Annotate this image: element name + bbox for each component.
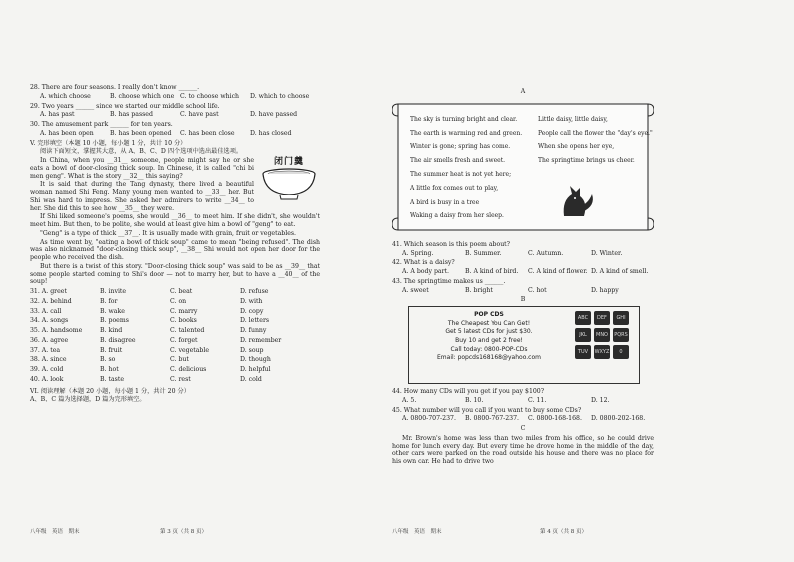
cloze-option: D. copy	[240, 307, 264, 315]
ad-line: Call today: 0800-POP-CDs	[450, 345, 528, 353]
ad-line: Get 5 latest CDs for just $30.	[445, 328, 533, 336]
option: C. to choose which	[180, 92, 240, 100]
cloze-option: C. beat	[170, 288, 193, 295]
poem-line: The air smells fresh and sweet.	[410, 157, 506, 165]
cloze-option: B. disagree	[100, 336, 136, 344]
question-28-options	[40, 93, 320, 101]
cloze-option: 37. A. tea	[30, 346, 61, 354]
cloze-option: B. taste	[100, 375, 124, 383]
question-45-options	[402, 415, 654, 423]
option: A. which choose	[40, 92, 91, 100]
option: B. has been opened	[110, 129, 172, 137]
option: B. A kind of bird.	[465, 268, 519, 275]
keypad-key: PQRS	[613, 328, 629, 342]
option: C. has been close	[180, 129, 235, 137]
poem-left-stanza	[410, 116, 522, 226]
cloze-option: B. kind	[100, 327, 123, 334]
question-28: 28. There are four seasons. I really don't know ______.	[30, 84, 200, 91]
cloze-option: 39. A. cold	[30, 366, 64, 373]
keypad-key: WXYZ	[594, 345, 610, 359]
cloze-option: D. remember	[240, 336, 282, 344]
cd-advertisement	[408, 306, 640, 384]
option: A. has been open	[40, 129, 94, 137]
option: A. has past	[40, 111, 75, 119]
question-44-options	[402, 397, 654, 405]
section-b-label: B	[520, 296, 526, 304]
cloze-option: B. for	[100, 297, 118, 305]
poem-line: When she opens her eye,	[538, 143, 615, 151]
option: C. Autumn.	[528, 249, 564, 257]
keypad-key: TUV	[575, 345, 591, 359]
option: C. 11.	[528, 396, 547, 404]
question-29-options	[40, 111, 320, 119]
option: D. has closed	[250, 129, 292, 137]
question-43: 43. The springtime makes us ______.	[392, 277, 506, 285]
poem-line: The springtime brings us cheer.	[538, 157, 635, 165]
cloze-option: 34. A. songs	[30, 317, 69, 325]
cloze-option: C. rest	[170, 375, 191, 383]
poem-line: People call the flower the "day's eye."	[538, 129, 653, 137]
option: C. hot	[528, 286, 547, 294]
cloze-option: B. wake	[100, 307, 125, 315]
passage-paragraph: It is said that during the Tang dynasty, there lived a beautiful woman named Shi Feng. Many young men wanted to __33__ her. But Shi was hard to impress. She asked her admirers to write __34__ to her. She did this to see how __35__ they were.	[30, 181, 254, 212]
keypad-key: DEF	[594, 311, 610, 325]
passage-c-paragraph: Mr. Brown's home was less than two miles from his office, so he could drive home for lunch every day. But every time he drove home in the middle of the day, other cars were parked on the road outside his house and there was no place for his own car. He had to drive two	[392, 434, 654, 465]
question-30-options	[40, 130, 320, 138]
keypad-key: MNO	[594, 328, 610, 342]
ad-text	[415, 311, 563, 363]
poem-line: Little daisy, little daisy,	[538, 115, 608, 123]
right-column	[392, 88, 654, 467]
cloze-option: D. helpful	[240, 366, 271, 373]
cloze-option: B. poems	[100, 317, 129, 325]
option: B. choose which one	[110, 92, 175, 100]
poem-line: The earth is warming red and green.	[410, 129, 523, 137]
keypad-key: GHI	[613, 311, 629, 325]
cloze-option: C. but	[170, 356, 189, 364]
option: B. bright	[465, 286, 493, 294]
option: D. have passed	[250, 111, 298, 119]
option: D. A kind of smell.	[591, 268, 649, 275]
cloze-option: B. invite	[100, 288, 127, 295]
bowl-illustration	[260, 157, 318, 205]
option: B. has passed	[110, 111, 153, 119]
poem-line: The sky is turning bright and clear.	[410, 115, 518, 123]
poem-line: Winter is gone; spring has come.	[410, 143, 511, 151]
cloze-option: 33. A. call	[30, 307, 62, 315]
cloze-option: 32. A. behind	[30, 297, 72, 305]
section-5-instructions: 阅读下面短文，掌握其大意，从 A、B、C、D 四个选项中选出最佳选项。	[40, 148, 243, 156]
poem-line: A bird is busy in a tree	[410, 198, 480, 206]
section-a-label: A	[520, 88, 526, 95]
cloze-option: C. forget	[170, 336, 198, 344]
ad-brand: POP CDS	[474, 311, 504, 318]
option: A. 5.	[402, 396, 417, 404]
ad-line: Buy 10 and get 2 free!	[455, 337, 523, 345]
question-43-options	[402, 287, 654, 295]
option: D. happy	[591, 286, 619, 294]
phone-keypad-icon	[575, 311, 629, 359]
poem-line: Waking a daisy from her sleep.	[410, 212, 504, 220]
question-41: 41. Which season is this poem about?	[392, 240, 510, 248]
poem-right-stanza	[538, 116, 653, 171]
option: B. Summer.	[465, 249, 502, 257]
footer-right-grade: 八年级 英语 期末	[392, 529, 442, 535]
keypad-key: JKL	[575, 328, 591, 342]
cloze-option: B. fruit	[100, 346, 123, 354]
question-44: 44. How many CDs will you get if you pay $100?	[392, 388, 545, 395]
cloze-option: D. soup	[240, 346, 264, 354]
cloze-option: C. on	[170, 297, 187, 305]
cloze-option: C. talented	[170, 327, 205, 334]
ad-line: Email: popcds168168@yahoo.com	[437, 354, 541, 362]
cloze-option: D. with	[240, 297, 263, 305]
section-5-title: V. 完形填空（本题 10 小题，每小题 1 分，共计 10 分）	[30, 139, 187, 147]
option: C. 0800-168-168.	[528, 415, 582, 423]
question-30: 30. The amusement park ______ for ten years.	[30, 121, 173, 128]
bowl-title: 闭门羹	[273, 157, 304, 167]
cloze-option: 40. A. look	[30, 375, 64, 383]
passage-paragraph: "Geng" is a type of thick __37__. It is usually made with grain, fruit or vegetables.	[40, 229, 297, 237]
question-41-options	[402, 250, 654, 258]
cloze-option: D. funny	[240, 327, 267, 334]
section-6-title: VI. 阅读理解（本题 20 小题，每小题 1 分，共计 20 分）	[30, 387, 190, 395]
cloze-option: D. letters	[240, 317, 270, 325]
cloze-option: B. so	[100, 356, 116, 364]
section-6-instructions: A、B、C 篇为选择题，D 篇为完形填空。	[30, 396, 146, 404]
option: D. 0800-202-168.	[591, 415, 646, 423]
cloze-option: 38. A. since	[30, 356, 67, 364]
option: D. which to choose	[250, 92, 310, 100]
passage-paragraph: In China, when you __31__ someone, people might say he or she eats a bowl of door-closing thick soup. In Chinese, it is called "chi bi men geng". What is the story __32__ this saying?	[30, 157, 254, 180]
bowl-icon	[260, 168, 318, 202]
left-column	[30, 84, 320, 404]
option: B. 10.	[465, 396, 484, 404]
question-42-options	[402, 268, 654, 276]
cloze-option: B. hot	[100, 366, 119, 373]
option: A. sweet	[402, 286, 429, 294]
option: B. 0800-767-237.	[465, 415, 519, 423]
cloze-option: 31. A. greet	[30, 288, 67, 295]
section-c-label: C	[520, 425, 526, 432]
cloze-option: D. refuse	[240, 288, 269, 295]
question-29: 29. Two years ______ since we started our middle school life.	[30, 102, 220, 110]
keypad-key: 0	[613, 345, 629, 359]
cloze-option: D. though	[240, 356, 271, 364]
cloze-option: 36. A. agree	[30, 336, 69, 344]
option: C. A kind of flower.	[528, 268, 588, 275]
passage-paragraph: If Shi liked someone's poems, she would __36__ to meet him. If she didn't, she wouldn't meet him. But then, to be polite, she would at least give him a bowl of "geng" to eat.	[30, 213, 320, 228]
ad-line: The Cheapest You Can Get!	[447, 319, 531, 327]
cloze-option: 35. A. handsome	[30, 327, 83, 334]
option: A. Spring.	[402, 249, 434, 257]
poem-line: The summer heat is not yet here;	[410, 170, 512, 178]
cloze-options-grid	[30, 288, 320, 386]
passage-paragraph: As time went by, "eating a bowl of thick soup" came to mean "being refused". The dish was also nicknamed "door-closing thick soup", __38__ Shi would not open her door for the people who received the dish.	[30, 238, 320, 261]
poem-line: A little fox comes out to play,	[410, 184, 499, 192]
cloze-option: C. delicious	[170, 366, 207, 373]
poem-scroll	[392, 98, 654, 238]
option: A. A body part.	[402, 268, 450, 275]
footer-left-page: 第 3 页（共 8 页）	[160, 529, 207, 535]
passage-paragraph: But there is a twist of this story. "Door-closing thick soup" was said to be as __39__ that some people started coming to Shi's door — not to marry her, but to have a __40__ of the soup!	[30, 262, 320, 286]
footer-right-page: 第 4 页（共 8 页）	[540, 529, 587, 535]
question-45: 45. What number will you call if you want to buy some CDs?	[392, 406, 582, 414]
cloze-option: C. vegetable	[170, 346, 210, 354]
cloze-option: C. marry	[170, 307, 198, 315]
keypad-key: ABC	[575, 311, 591, 325]
question-42: 42. What is a daisy?	[392, 259, 455, 267]
cloze-option: C. books	[170, 317, 197, 325]
option: A. 0800-707-237.	[402, 415, 456, 423]
option: D. Winter.	[591, 249, 623, 257]
footer-left-grade: 八年级 英语 期末	[30, 529, 80, 535]
cloze-option: D. cold	[240, 375, 262, 383]
option: D. 12.	[591, 396, 610, 404]
option: C. have past	[180, 111, 219, 119]
